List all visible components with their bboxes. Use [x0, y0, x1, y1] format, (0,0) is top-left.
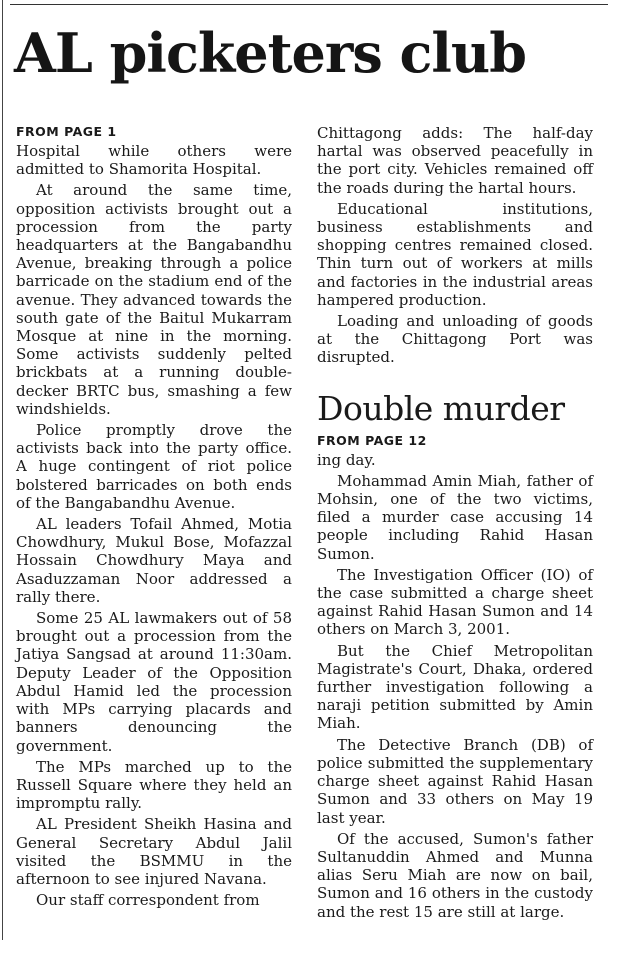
- kicker-from-page-12: FROM PAGE 12: [317, 432, 427, 448]
- top-rule: [10, 4, 608, 5]
- paragraph: ing day.: [317, 450, 376, 469]
- kicker-from-page-1: FROM PAGE 1: [16, 124, 117, 139]
- article-column-right: [317, 124, 593, 921]
- paragraph: At around the same time, opposition activists brought out a procession from the party headquarters at the Bangabandhu Avenue, breaking through a police barricade on the stadium end of the avenue. They advanced towards the south gate of the Baitul Mukarram Mosque at nine in the morning. Some activists suddenly pelted brickbats at a running double-decker BRTC bus, smashing a few windshields.: [16, 181, 292, 418]
- paragraph: The Investigation Officer (IO) of the case submitted a charge sheet against Rahid Hasan Sumon and 14 others on March 3, 2001.: [317, 565, 593, 639]
- paragraph: Of the accused, Sumon's father Sultanuddin Ahmed and Munna alias Seru Miah are now on bail, Sumon and 16 others in the custody and the rest 15 are still at large.: [317, 829, 593, 921]
- paragraph: Educational institutions, business establishments and shopping centres remained closed. Thin turn out of workers at mills and factories in the industrial areas hampered production.: [317, 199, 593, 309]
- paragraph: Some 25 AL lawmakers out of 58 brought out a procession from the Jatiya Sangsad at around 11:30am. Deputy Leader of the Opposition Abdul Hamid led the procession with MPs carrying placards and banners denouncing the government.: [16, 609, 292, 755]
- left-rule: [2, 0, 3, 940]
- paragraph: Loading and unloading of goods at the Chittagong Port was disrupted.: [317, 312, 593, 367]
- paragraph: AL leaders Tofail Ahmed, Motia Chowdhury, Mukul Bose, Mofazzal Hossain Chowdhury Maya and Asaduzzaman Noor addressed a rally there.: [16, 515, 292, 606]
- paragraph: AL President Sheikh Hasina and General Secretary Abdul Jalil visited the BSMMU in the afternoon to see injured Navana.: [16, 815, 292, 888]
- headline-al-picketers: AL picketers club: [14, 21, 526, 85]
- paragraph: Hospital while others were admitted to Shamorita Hospital.: [16, 142, 292, 179]
- paragraph: But the Chief Metropolitan Magistrate's Court, Dhaka, ordered further investigation following a naraji petition submitted by Amin Miah.: [317, 641, 593, 733]
- paragraph: Mohammad Amin Miah, father of Mohsin, one of the two victims, filed a murder case accusing 14 people including Rahid Hasan Sumon.: [317, 471, 593, 563]
- article-column-left: [16, 124, 292, 909]
- paragraph: Police promptly drove the activists back into the party office. A huge contingent of riot police bolstered barricades on both ends of the Bangabandhu Avenue.: [16, 421, 292, 512]
- paragraph: The MPs marched up to the Russell Square where they held an impromptu rally.: [16, 757, 292, 813]
- paragraph: Chittagong adds: The half-day hartal was observed peacefully in the port city. Vehicles remained off the roads during the hartal hours.: [317, 124, 593, 197]
- paragraph: The Detective Branch (DB) of police submitted the supplementary charge sheet against Rahid Hasan Sumon and 33 others on May 19 last year.: [317, 735, 593, 827]
- headline-double-murder: Double murder: [317, 388, 565, 428]
- paragraph: Our staff correspondent from: [36, 891, 260, 910]
